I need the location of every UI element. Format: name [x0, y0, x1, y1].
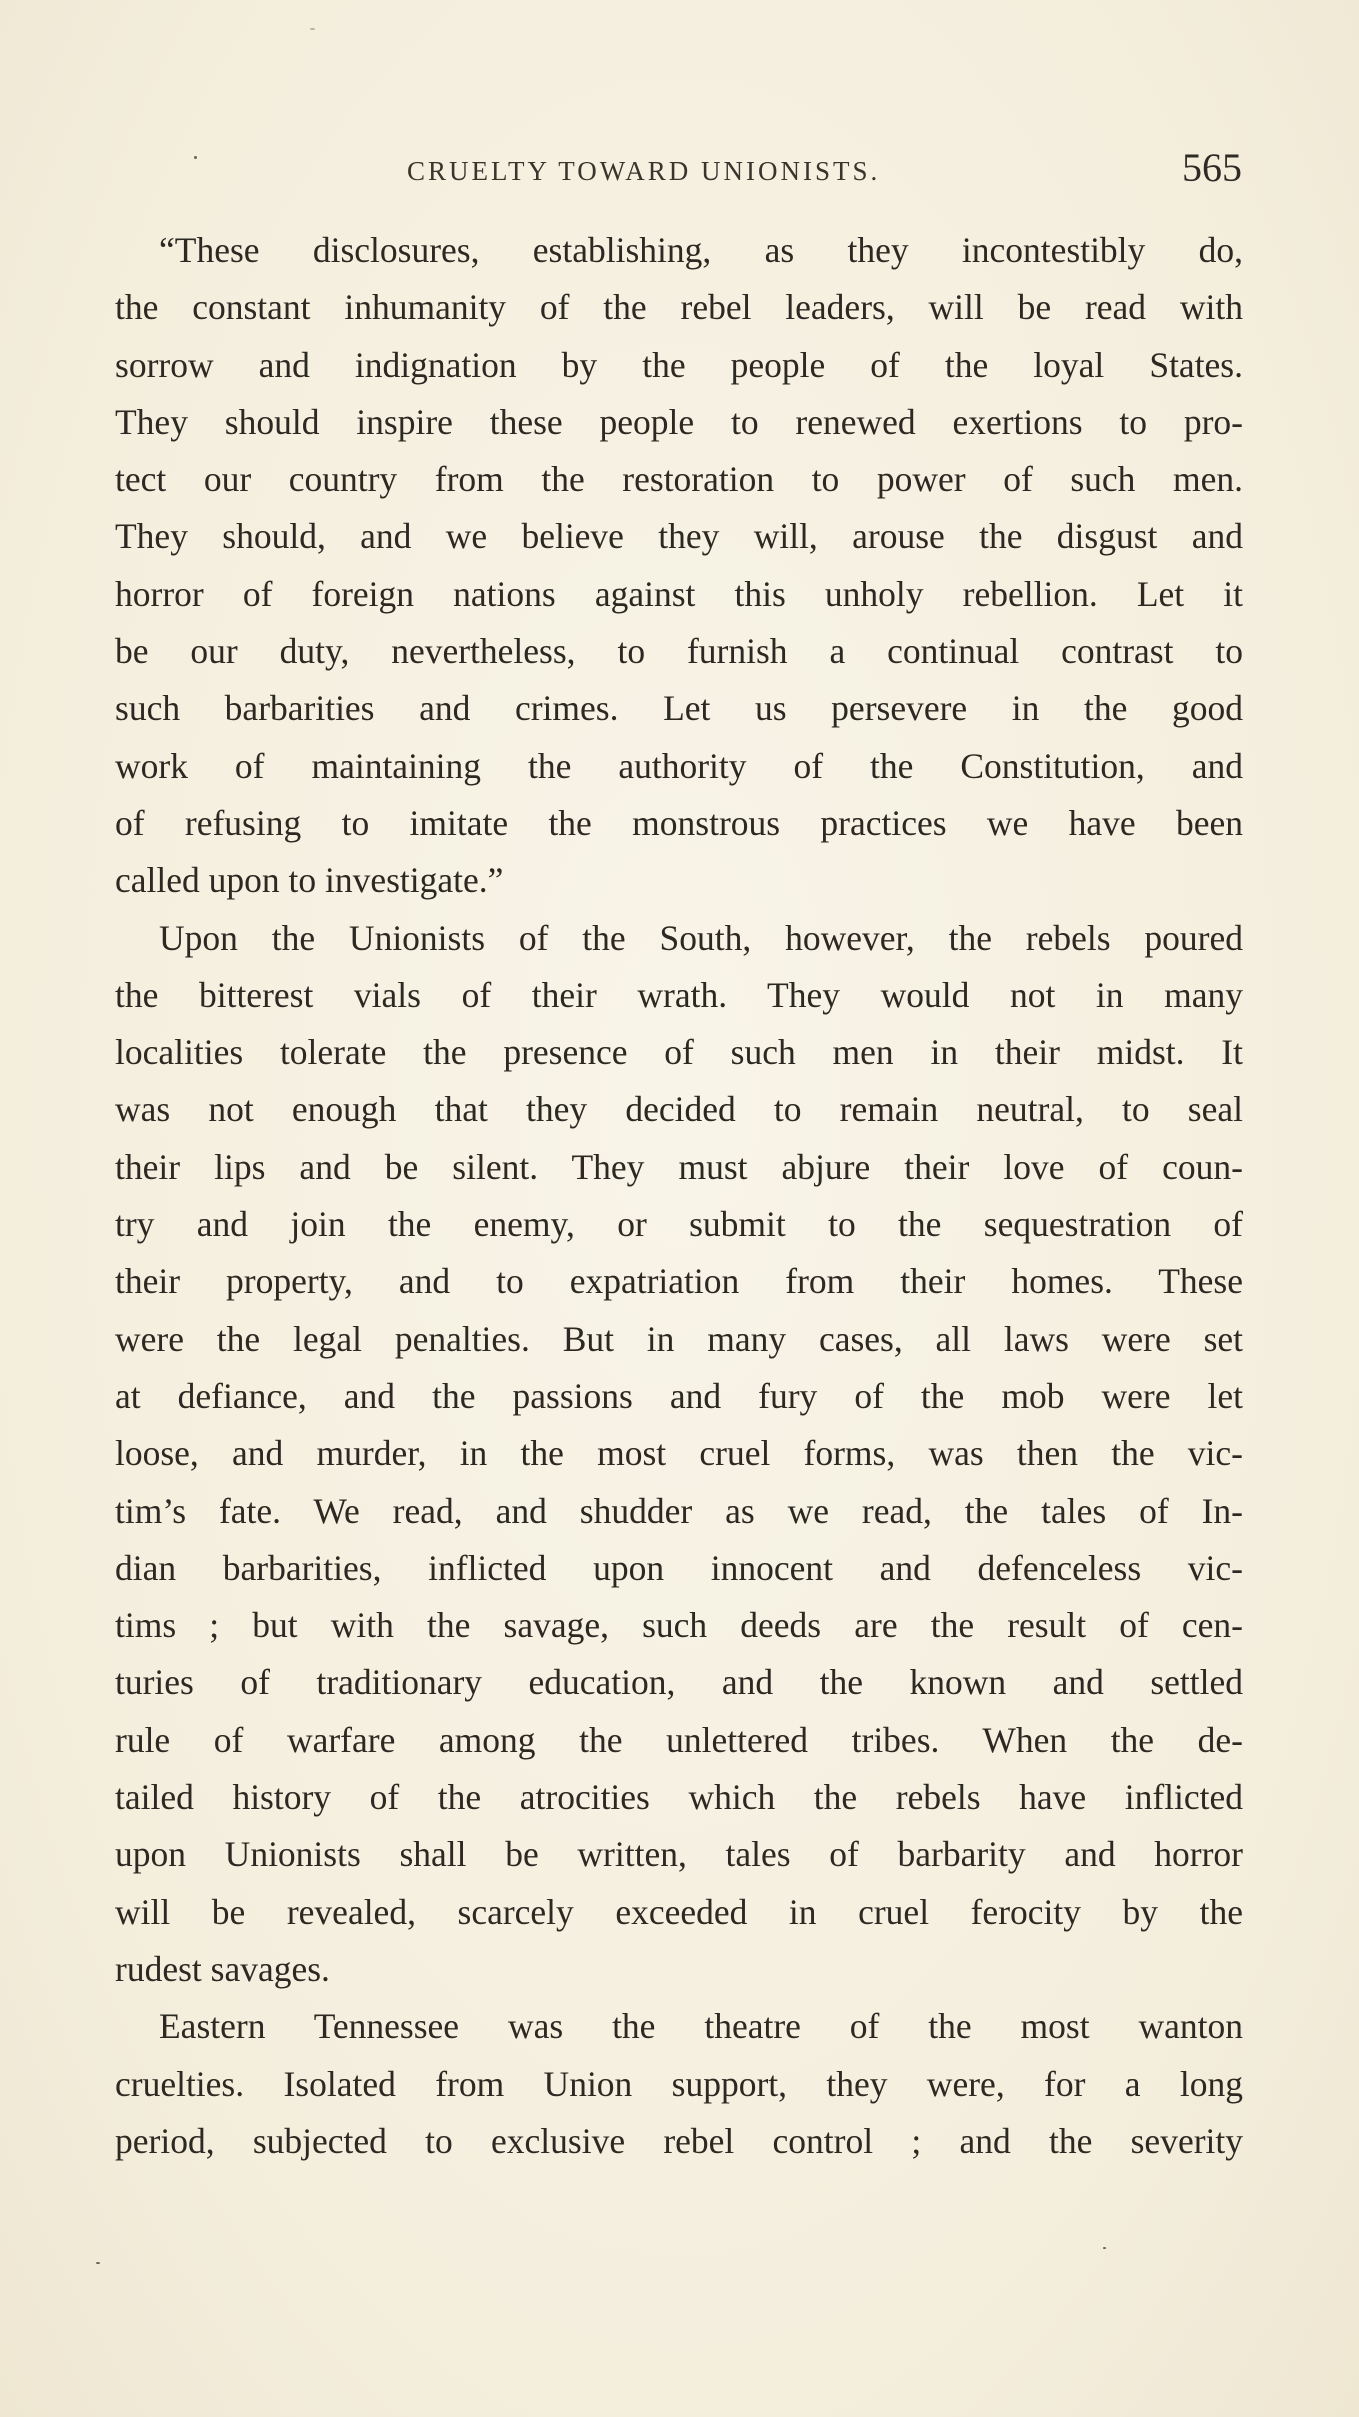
text-line: horror of foreign nations against this unholy rebellion. Let it: [115, 573, 1243, 614]
text-line: period, subjected to exclusive rebel control ; and the severity: [115, 2120, 1243, 2161]
text-line: Upon the Unionists of the South, however, the rebels poured: [159, 917, 1243, 958]
paragraph-2: [115, 910, 1243, 1999]
text-line: upon Unionists shall be written, tales of barbarity and horror: [115, 1834, 1243, 1875]
text-line: were the legal penalties. But in many cases, all laws were set: [115, 1318, 1243, 1359]
page-header: [112, 145, 1242, 198]
text-line: “These disclosures, establishing, as they incontestibly do,: [159, 230, 1243, 270]
page-number: 565: [1182, 145, 1242, 190]
text-line: work of maintaining the authority of the Constitution, and: [115, 745, 1243, 786]
running-title: CRUELTY TOWARD UNIONISTS.: [407, 156, 881, 186]
text-line: try and join the enemy, or submit to the sequestration of: [115, 1204, 1243, 1245]
paper-speck: [96, 2262, 100, 2264]
text-line: dian barbarities, inflicted upon innocent and defenceless vic-: [115, 1547, 1243, 1588]
text-line: will be revealed, scarcely exceeded in cruel ferocity by the: [115, 1891, 1243, 1932]
text-line: Eastern Tennessee was the theatre of the most wanton: [159, 2006, 1243, 2047]
text-line: tect our country from the restoration to power of such men.: [115, 459, 1243, 500]
text-line: tailed history of the atrocities which the rebels have inflicted: [115, 1777, 1243, 1818]
paper-speck: [194, 156, 197, 159]
text-line: tims ; but with the savage, such deeds are the result of cen-: [115, 1605, 1243, 1646]
text-line: loose, and murder, in the most cruel forms, was then the vic-: [115, 1433, 1243, 1474]
text-line: of refusing to imitate the monstrous practices we have been: [115, 802, 1243, 843]
text-line: was not enough that they decided to remain neutral, to seal: [115, 1089, 1243, 1130]
text-line: such barbarities and crimes. Let us persevere in the good: [115, 688, 1243, 729]
text-line: They should, and we believe they will, arouse the disgust and: [115, 516, 1243, 557]
paper-speck: [1103, 2247, 1106, 2249]
body-text: [115, 222, 1243, 2170]
text-line: called upon to investigate.”: [115, 860, 504, 901]
text-line: the bitterest vials of their wrath. They would not in many: [115, 974, 1243, 1015]
paragraph-1: [115, 222, 1243, 910]
text-line: rudest savages.: [115, 1948, 330, 1989]
text-line: be our duty, nevertheless, to furnish a continual contrast to: [115, 631, 1243, 672]
text-line: tim’s fate. We read, and shudder as we read, the tales of In-: [115, 1490, 1243, 1531]
paragraph-3: [115, 1998, 1243, 2170]
text-line: rule of warfare among the unlettered tribes. When the de-: [115, 1719, 1243, 1760]
text-line: cruelties. Isolated from Union support, they were, for a long: [115, 2063, 1243, 2104]
text-line: at defiance, and the passions and fury of the mob were let: [115, 1375, 1243, 1416]
paper-speck: [310, 28, 315, 30]
text-line: the constant inhumanity of the rebel leaders, will be read with: [115, 287, 1243, 328]
text-line: turies of traditionary education, and the known and settled: [115, 1662, 1243, 1703]
text-line: their lips and be silent. They must abjure their love of coun-: [115, 1146, 1243, 1187]
text-line: localities tolerate the presence of such men in their midst. It: [115, 1032, 1243, 1073]
text-line: They should inspire these people to renewed exertions to pro-: [115, 401, 1243, 442]
text-line: their property, and to expatriation from their homes. These: [115, 1261, 1243, 1302]
text-line: sorrow and indignation by the people of the loyal States.: [115, 344, 1243, 385]
